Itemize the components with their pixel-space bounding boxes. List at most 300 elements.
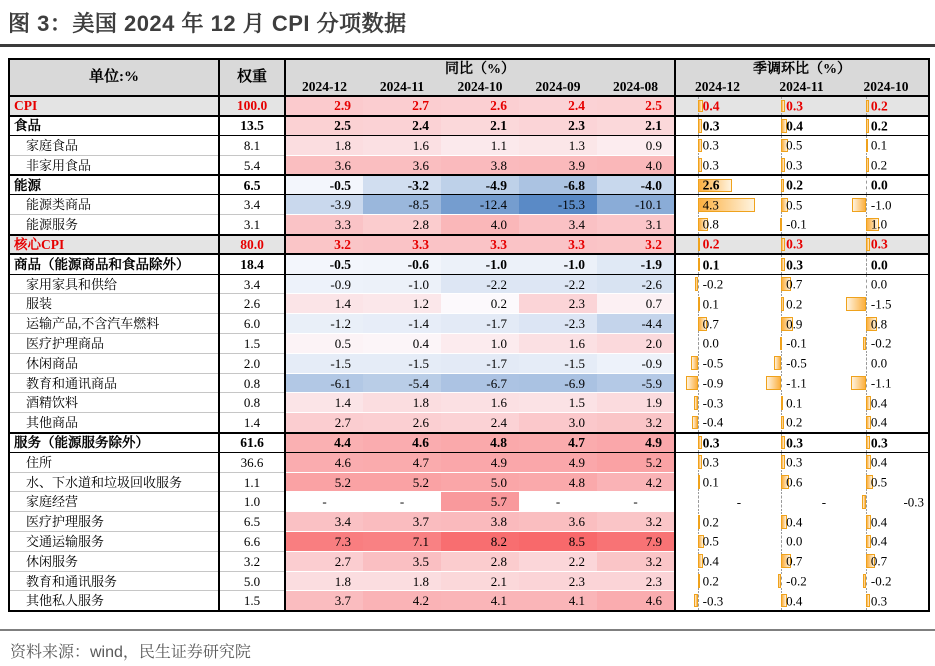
mom-cell bbox=[759, 116, 844, 136]
weight-cell: 6.6 bbox=[219, 532, 285, 552]
yoy-cell: 3.2 bbox=[597, 551, 675, 571]
bar-axis bbox=[781, 571, 782, 591]
mom-cell bbox=[675, 254, 759, 274]
yoy-cell: -5.4 bbox=[363, 373, 441, 393]
yoy-cell: -12.4 bbox=[441, 195, 519, 215]
table-row bbox=[9, 571, 929, 591]
mom-value: 0.3 bbox=[786, 236, 804, 252]
yoy-cell: 2.0 bbox=[597, 334, 675, 354]
yoy-cell: -1.9 bbox=[597, 254, 675, 274]
mom-value: -0.9 bbox=[702, 375, 724, 391]
mom-cell bbox=[675, 492, 759, 512]
mom-value: 0.2 bbox=[702, 236, 720, 252]
data-bar bbox=[766, 376, 781, 390]
row-label: 运输产品,不含汽车燃料 bbox=[9, 314, 219, 334]
mom-cell bbox=[759, 452, 844, 472]
yoy-cell: 3.3 bbox=[441, 235, 519, 255]
yoy-date-header: 2024-12 bbox=[285, 79, 363, 96]
yoy-cell: 3.3 bbox=[285, 215, 363, 235]
weight-cell: 80.0 bbox=[219, 235, 285, 255]
mom-value: 4.3 bbox=[702, 197, 719, 213]
mom-date-header: 2024-10 bbox=[844, 79, 929, 96]
bar-axis bbox=[866, 195, 867, 215]
row-label: 酒精饮料 bbox=[9, 393, 219, 413]
yoy-cell: 3.2 bbox=[285, 235, 363, 255]
row-label: 家庭经营 bbox=[9, 492, 219, 512]
yoy-cell: -0.5 bbox=[285, 254, 363, 274]
yoy-cell: 7.9 bbox=[597, 532, 675, 552]
mom-cell bbox=[844, 353, 929, 373]
mom-cell bbox=[675, 532, 759, 552]
mom-cell bbox=[759, 254, 844, 274]
mom-value: 0.6 bbox=[786, 474, 803, 490]
mom-cell bbox=[759, 195, 844, 215]
mom-cell bbox=[675, 373, 759, 393]
data-bar bbox=[695, 277, 698, 291]
table-row bbox=[9, 235, 929, 255]
weight-cell: 3.2 bbox=[219, 551, 285, 571]
yoy-cell: -2.2 bbox=[441, 274, 519, 294]
mom-value: 0.1 bbox=[702, 296, 719, 312]
mom-cell bbox=[844, 116, 929, 136]
mom-cell bbox=[675, 393, 759, 413]
mom-value: 0.3 bbox=[786, 256, 804, 272]
yoy-cell: -1.4 bbox=[363, 314, 441, 334]
mom-value: 0.7 bbox=[870, 553, 888, 569]
row-label: 其他商品 bbox=[9, 413, 219, 433]
mom-cell bbox=[675, 274, 759, 294]
table-row bbox=[9, 413, 929, 433]
mom-cell bbox=[844, 96, 929, 116]
row-label: 教育和通讯商品 bbox=[9, 373, 219, 393]
yoy-date-header: 2024-08 bbox=[597, 79, 675, 96]
yoy-cell: 1.8 bbox=[285, 571, 363, 591]
mom-value: -0.2 bbox=[870, 335, 892, 351]
yoy-cell: 4.1 bbox=[441, 591, 519, 611]
yoy-cell: 4.2 bbox=[363, 591, 441, 611]
table-row bbox=[9, 353, 929, 373]
mom-value: -1.1 bbox=[786, 375, 807, 391]
yoy-cell: -1.5 bbox=[285, 353, 363, 373]
yoy-cell: 2.8 bbox=[363, 215, 441, 235]
yoy-cell: 0.7 bbox=[597, 294, 675, 314]
yoy-cell: -2.3 bbox=[519, 314, 597, 334]
yoy-cell: 2.3 bbox=[519, 116, 597, 136]
weight-cell: 5.4 bbox=[219, 155, 285, 175]
table-row bbox=[9, 175, 929, 195]
data-bar bbox=[863, 337, 866, 351]
yoy-cell: 7.3 bbox=[285, 532, 363, 552]
yoy-cell: -1.7 bbox=[441, 353, 519, 373]
yoy-cell: -8.5 bbox=[363, 195, 441, 215]
row-label: 教育和通讯服务 bbox=[9, 571, 219, 591]
mom-value: 0.2 bbox=[702, 573, 719, 589]
col-group-mom: 季调环比（%） bbox=[675, 59, 929, 79]
weight-cell: 0.8 bbox=[219, 393, 285, 413]
weight-cell: 0.8 bbox=[219, 373, 285, 393]
mom-cell bbox=[675, 175, 759, 195]
mom-cell bbox=[675, 591, 759, 611]
table-row bbox=[9, 532, 929, 552]
source-divider bbox=[0, 629, 935, 631]
mom-value: 0.3 bbox=[702, 118, 720, 134]
mom-value: 0.4 bbox=[702, 98, 720, 114]
row-label: CPI bbox=[9, 96, 219, 116]
yoy-date-header: 2024-11 bbox=[363, 79, 441, 96]
yoy-cell: 3.3 bbox=[519, 235, 597, 255]
mom-value: -1.1 bbox=[870, 375, 892, 391]
data-bar bbox=[846, 297, 866, 311]
mom-cell bbox=[759, 155, 844, 175]
yoy-cell: 2.1 bbox=[441, 116, 519, 136]
weight-cell: 3.4 bbox=[219, 274, 285, 294]
mom-cell bbox=[675, 571, 759, 591]
mom-value: 0.5 bbox=[702, 533, 719, 549]
weight-cell: 8.1 bbox=[219, 136, 285, 156]
row-label: 家庭食品 bbox=[9, 136, 219, 156]
yoy-cell: 3.8 bbox=[441, 512, 519, 532]
mom-cell bbox=[759, 314, 844, 334]
yoy-cell: -1.7 bbox=[441, 314, 519, 334]
mom-value: 0.0 bbox=[702, 335, 719, 351]
yoy-cell: -2.2 bbox=[519, 274, 597, 294]
yoy-cell: - bbox=[285, 492, 363, 512]
row-label: 食品 bbox=[9, 116, 219, 136]
weight-cell: 100.0 bbox=[219, 96, 285, 116]
mom-cell bbox=[844, 254, 929, 274]
mom-cell bbox=[844, 175, 929, 195]
yoy-cell: 5.7 bbox=[441, 492, 519, 512]
data-bar bbox=[698, 574, 701, 588]
mom-value: 0.3 bbox=[870, 593, 888, 609]
row-label: 休闲商品 bbox=[9, 353, 219, 373]
bar-axis bbox=[698, 353, 699, 373]
table-row bbox=[9, 373, 929, 393]
mom-cell bbox=[844, 532, 929, 552]
mom-cell bbox=[675, 334, 759, 354]
mom-cell bbox=[844, 591, 929, 611]
yoy-cell: - bbox=[519, 492, 597, 512]
yoy-cell: 4.0 bbox=[441, 215, 519, 235]
mom-cell bbox=[759, 413, 844, 433]
bar-axis bbox=[698, 413, 699, 433]
mom-cell bbox=[844, 492, 929, 512]
mom-value: 0.3 bbox=[702, 454, 719, 470]
bar-axis bbox=[866, 373, 867, 393]
table-row bbox=[9, 136, 929, 156]
mom-cell bbox=[844, 294, 929, 314]
mom-value: 0.5 bbox=[786, 197, 803, 213]
mom-cell bbox=[844, 393, 929, 413]
title-divider bbox=[0, 44, 935, 47]
mom-value: 0.7 bbox=[702, 316, 719, 332]
weight-cell: 1.4 bbox=[219, 413, 285, 433]
data-bar bbox=[781, 297, 784, 311]
mom-cell bbox=[759, 532, 844, 552]
yoy-cell: - bbox=[597, 492, 675, 512]
mom-value: 0.9 bbox=[786, 316, 803, 332]
table-row bbox=[9, 551, 929, 571]
data-bar bbox=[698, 139, 702, 153]
data-bar bbox=[781, 258, 785, 271]
mom-cell bbox=[675, 155, 759, 175]
mom-cell bbox=[759, 433, 844, 453]
weight-cell: 6.5 bbox=[219, 175, 285, 195]
weight-cell: 18.4 bbox=[219, 254, 285, 274]
weight-cell: 36.6 bbox=[219, 452, 285, 472]
table-row bbox=[9, 433, 929, 453]
yoy-cell: 4.0 bbox=[597, 155, 675, 175]
data-bar bbox=[852, 198, 865, 212]
bar-axis bbox=[866, 274, 867, 294]
yoy-cell: 2.6 bbox=[441, 96, 519, 116]
yoy-cell: -4.4 bbox=[597, 314, 675, 334]
mom-cell bbox=[675, 294, 759, 314]
yoy-cell: -6.9 bbox=[519, 373, 597, 393]
bar-axis bbox=[781, 353, 782, 373]
bar-axis bbox=[698, 334, 699, 354]
bar-axis bbox=[866, 254, 867, 274]
mom-cell bbox=[759, 294, 844, 314]
mom-cell bbox=[759, 472, 844, 492]
mom-value: 0.7 bbox=[786, 276, 803, 292]
yoy-cell: 2.3 bbox=[519, 294, 597, 314]
yoy-cell: 2.7 bbox=[285, 413, 363, 433]
mom-cell bbox=[844, 314, 929, 334]
data-bar bbox=[698, 515, 701, 529]
data-bar bbox=[781, 416, 784, 429]
weight-cell: 6.0 bbox=[219, 314, 285, 334]
yoy-cell: 2.1 bbox=[597, 116, 675, 136]
mom-value: -0.1 bbox=[786, 335, 807, 351]
table-row bbox=[9, 591, 929, 611]
col-header-unit: 单位:% bbox=[9, 59, 219, 96]
table-row bbox=[9, 215, 929, 235]
yoy-cell: 1.8 bbox=[363, 571, 441, 591]
data-bar bbox=[781, 436, 785, 449]
mom-value: - bbox=[736, 494, 742, 510]
data-bar bbox=[863, 574, 866, 588]
table-row bbox=[9, 334, 929, 354]
yoy-cell: 1.6 bbox=[519, 334, 597, 354]
mom-value: 0.4 bbox=[786, 514, 803, 530]
yoy-cell: 1.4 bbox=[285, 393, 363, 413]
yoy-cell: -1.0 bbox=[441, 254, 519, 274]
mom-value: -0.2 bbox=[786, 573, 807, 589]
yoy-cell: 1.9 bbox=[597, 393, 675, 413]
row-label: 医疗护理服务 bbox=[9, 512, 219, 532]
mom-value: 0.2 bbox=[786, 296, 803, 312]
row-label: 水、下水道和垃圾回收服务 bbox=[9, 472, 219, 492]
mom-cell bbox=[675, 314, 759, 334]
table-row bbox=[9, 195, 929, 215]
mom-cell bbox=[759, 215, 844, 235]
row-label: 交通运输服务 bbox=[9, 532, 219, 552]
yoy-cell: 1.2 bbox=[363, 294, 441, 314]
data-bar bbox=[698, 475, 700, 489]
mom-cell bbox=[759, 235, 844, 255]
data-bar bbox=[781, 179, 784, 192]
bar-axis bbox=[866, 353, 867, 373]
mom-cell bbox=[759, 591, 844, 611]
yoy-cell: 2.5 bbox=[597, 96, 675, 116]
mom-cell bbox=[759, 393, 844, 413]
mom-value: 0.4 bbox=[786, 593, 803, 609]
data-bar bbox=[866, 158, 869, 171]
data-bar bbox=[781, 100, 785, 113]
mom-value: 0.0 bbox=[870, 177, 888, 193]
yoy-cell: 3.8 bbox=[441, 155, 519, 175]
mom-cell bbox=[675, 195, 759, 215]
yoy-cell: 4.4 bbox=[285, 433, 363, 453]
mom-date-header: 2024-12 bbox=[675, 79, 759, 96]
mom-value: 0.0 bbox=[870, 256, 888, 272]
mom-value: 0.2 bbox=[870, 157, 888, 173]
yoy-cell: 2.4 bbox=[519, 96, 597, 116]
yoy-cell: 1.0 bbox=[441, 334, 519, 354]
mom-cell bbox=[844, 274, 929, 294]
yoy-cell: 3.1 bbox=[597, 215, 675, 235]
yoy-cell: 0.2 bbox=[441, 294, 519, 314]
mom-cell bbox=[759, 136, 844, 156]
yoy-cell: -5.9 bbox=[597, 373, 675, 393]
row-label: 其他私人服务 bbox=[9, 591, 219, 611]
mom-cell bbox=[844, 452, 929, 472]
bar-axis bbox=[698, 591, 699, 611]
yoy-cell: 5.2 bbox=[597, 452, 675, 472]
yoy-cell: -0.9 bbox=[285, 274, 363, 294]
mom-cell bbox=[759, 492, 844, 512]
mom-value: -0.5 bbox=[786, 355, 807, 371]
table-row bbox=[9, 155, 929, 175]
mom-value: -0.4 bbox=[702, 414, 724, 430]
mom-value: 0.4 bbox=[870, 533, 888, 549]
yoy-cell: 1.6 bbox=[363, 136, 441, 156]
weight-cell: 13.5 bbox=[219, 116, 285, 136]
yoy-cell: 2.3 bbox=[597, 571, 675, 591]
mom-cell bbox=[759, 512, 844, 532]
mom-value: -1.0 bbox=[870, 197, 892, 213]
yoy-cell: -0.6 bbox=[363, 254, 441, 274]
yoy-cell: -6.8 bbox=[519, 175, 597, 195]
mom-cell bbox=[675, 96, 759, 116]
bar-axis bbox=[698, 492, 699, 512]
mom-value: 0.3 bbox=[702, 434, 720, 450]
table-row bbox=[9, 96, 929, 116]
yoy-cell: 4.1 bbox=[519, 591, 597, 611]
bar-axis bbox=[781, 532, 782, 552]
mom-cell bbox=[759, 353, 844, 373]
mom-value: 0.4 bbox=[702, 553, 719, 569]
row-label: 非家用食品 bbox=[9, 155, 219, 175]
yoy-date-header: 2024-09 bbox=[519, 79, 597, 96]
header-row-groups bbox=[9, 59, 929, 79]
yoy-cell: 2.7 bbox=[285, 551, 363, 571]
yoy-cell: 2.9 bbox=[285, 96, 363, 116]
table-row bbox=[9, 274, 929, 294]
mom-cell bbox=[844, 334, 929, 354]
mom-value: 0.4 bbox=[870, 414, 888, 430]
yoy-cell: 2.5 bbox=[285, 116, 363, 136]
data-bar bbox=[698, 297, 700, 311]
data-bar bbox=[692, 416, 697, 429]
mom-value: 0.0 bbox=[786, 533, 803, 549]
bar-axis bbox=[866, 294, 867, 314]
yoy-cell: 8.2 bbox=[441, 532, 519, 552]
table-row bbox=[9, 452, 929, 472]
weight-cell: 1.0 bbox=[219, 492, 285, 512]
mom-value: 0.2 bbox=[786, 414, 803, 430]
mom-value: 0.4 bbox=[786, 118, 804, 134]
yoy-cell: 4.7 bbox=[519, 433, 597, 453]
mom-value: 0.8 bbox=[870, 316, 888, 332]
mom-cell bbox=[675, 413, 759, 433]
yoy-cell: 2.8 bbox=[441, 551, 519, 571]
mom-value: -1.5 bbox=[870, 296, 892, 312]
mom-value: 0.0 bbox=[870, 276, 888, 292]
yoy-cell: -6.7 bbox=[441, 373, 519, 393]
yoy-cell: 3.2 bbox=[597, 413, 675, 433]
yoy-cell: 3.2 bbox=[597, 512, 675, 532]
bar-axis bbox=[698, 274, 699, 294]
yoy-cell: 2.1 bbox=[441, 571, 519, 591]
mom-cell bbox=[675, 452, 759, 472]
yoy-cell: 4.8 bbox=[441, 433, 519, 453]
figure-title: 图 3：美国 2024 年 12 月 CPI 分项数据 bbox=[8, 11, 407, 36]
yoy-cell: 1.3 bbox=[519, 136, 597, 156]
mom-value: 0.1 bbox=[702, 474, 719, 490]
mom-value: 0.3 bbox=[786, 98, 804, 114]
mom-value: -0.3 bbox=[903, 494, 925, 510]
col-header-weight: 权重 bbox=[219, 59, 285, 96]
yoy-cell: 4.6 bbox=[285, 452, 363, 472]
data-bar bbox=[780, 218, 782, 231]
data-bar bbox=[698, 258, 700, 271]
yoy-cell: 4.6 bbox=[597, 591, 675, 611]
yoy-cell: 2.3 bbox=[519, 571, 597, 591]
bar-axis bbox=[698, 393, 699, 413]
data-bar bbox=[686, 376, 698, 390]
weight-cell: 3.1 bbox=[219, 215, 285, 235]
source-note: 资料来源：wind，民生证券研究院 bbox=[10, 644, 251, 661]
yoy-cell: 5.0 bbox=[441, 472, 519, 492]
weight-cell: 6.5 bbox=[219, 512, 285, 532]
mom-value: 0.4 bbox=[870, 454, 888, 470]
mom-value: 0.2 bbox=[870, 118, 888, 134]
mom-cell bbox=[844, 215, 929, 235]
bar-axis bbox=[866, 571, 867, 591]
table-row bbox=[9, 314, 929, 334]
yoy-cell: -4.0 bbox=[597, 175, 675, 195]
mom-cell bbox=[675, 116, 759, 136]
yoy-cell: -15.3 bbox=[519, 195, 597, 215]
mom-cell bbox=[844, 571, 929, 591]
row-label: 核心CPI bbox=[9, 235, 219, 255]
yoy-cell: 2.2 bbox=[519, 551, 597, 571]
yoy-cell: 4.9 bbox=[519, 452, 597, 472]
mom-value: -0.3 bbox=[702, 395, 724, 411]
mom-value: 0.3 bbox=[786, 434, 804, 450]
bar-axis bbox=[698, 373, 699, 393]
yoy-cell: 3.0 bbox=[519, 413, 597, 433]
mom-cell bbox=[844, 433, 929, 453]
row-label: 能源 bbox=[9, 175, 219, 195]
yoy-cell: -3.2 bbox=[363, 175, 441, 195]
row-label: 能源类商品 bbox=[9, 195, 219, 215]
data-bar bbox=[866, 436, 870, 449]
weight-cell: 1.1 bbox=[219, 472, 285, 492]
mom-cell bbox=[675, 472, 759, 492]
